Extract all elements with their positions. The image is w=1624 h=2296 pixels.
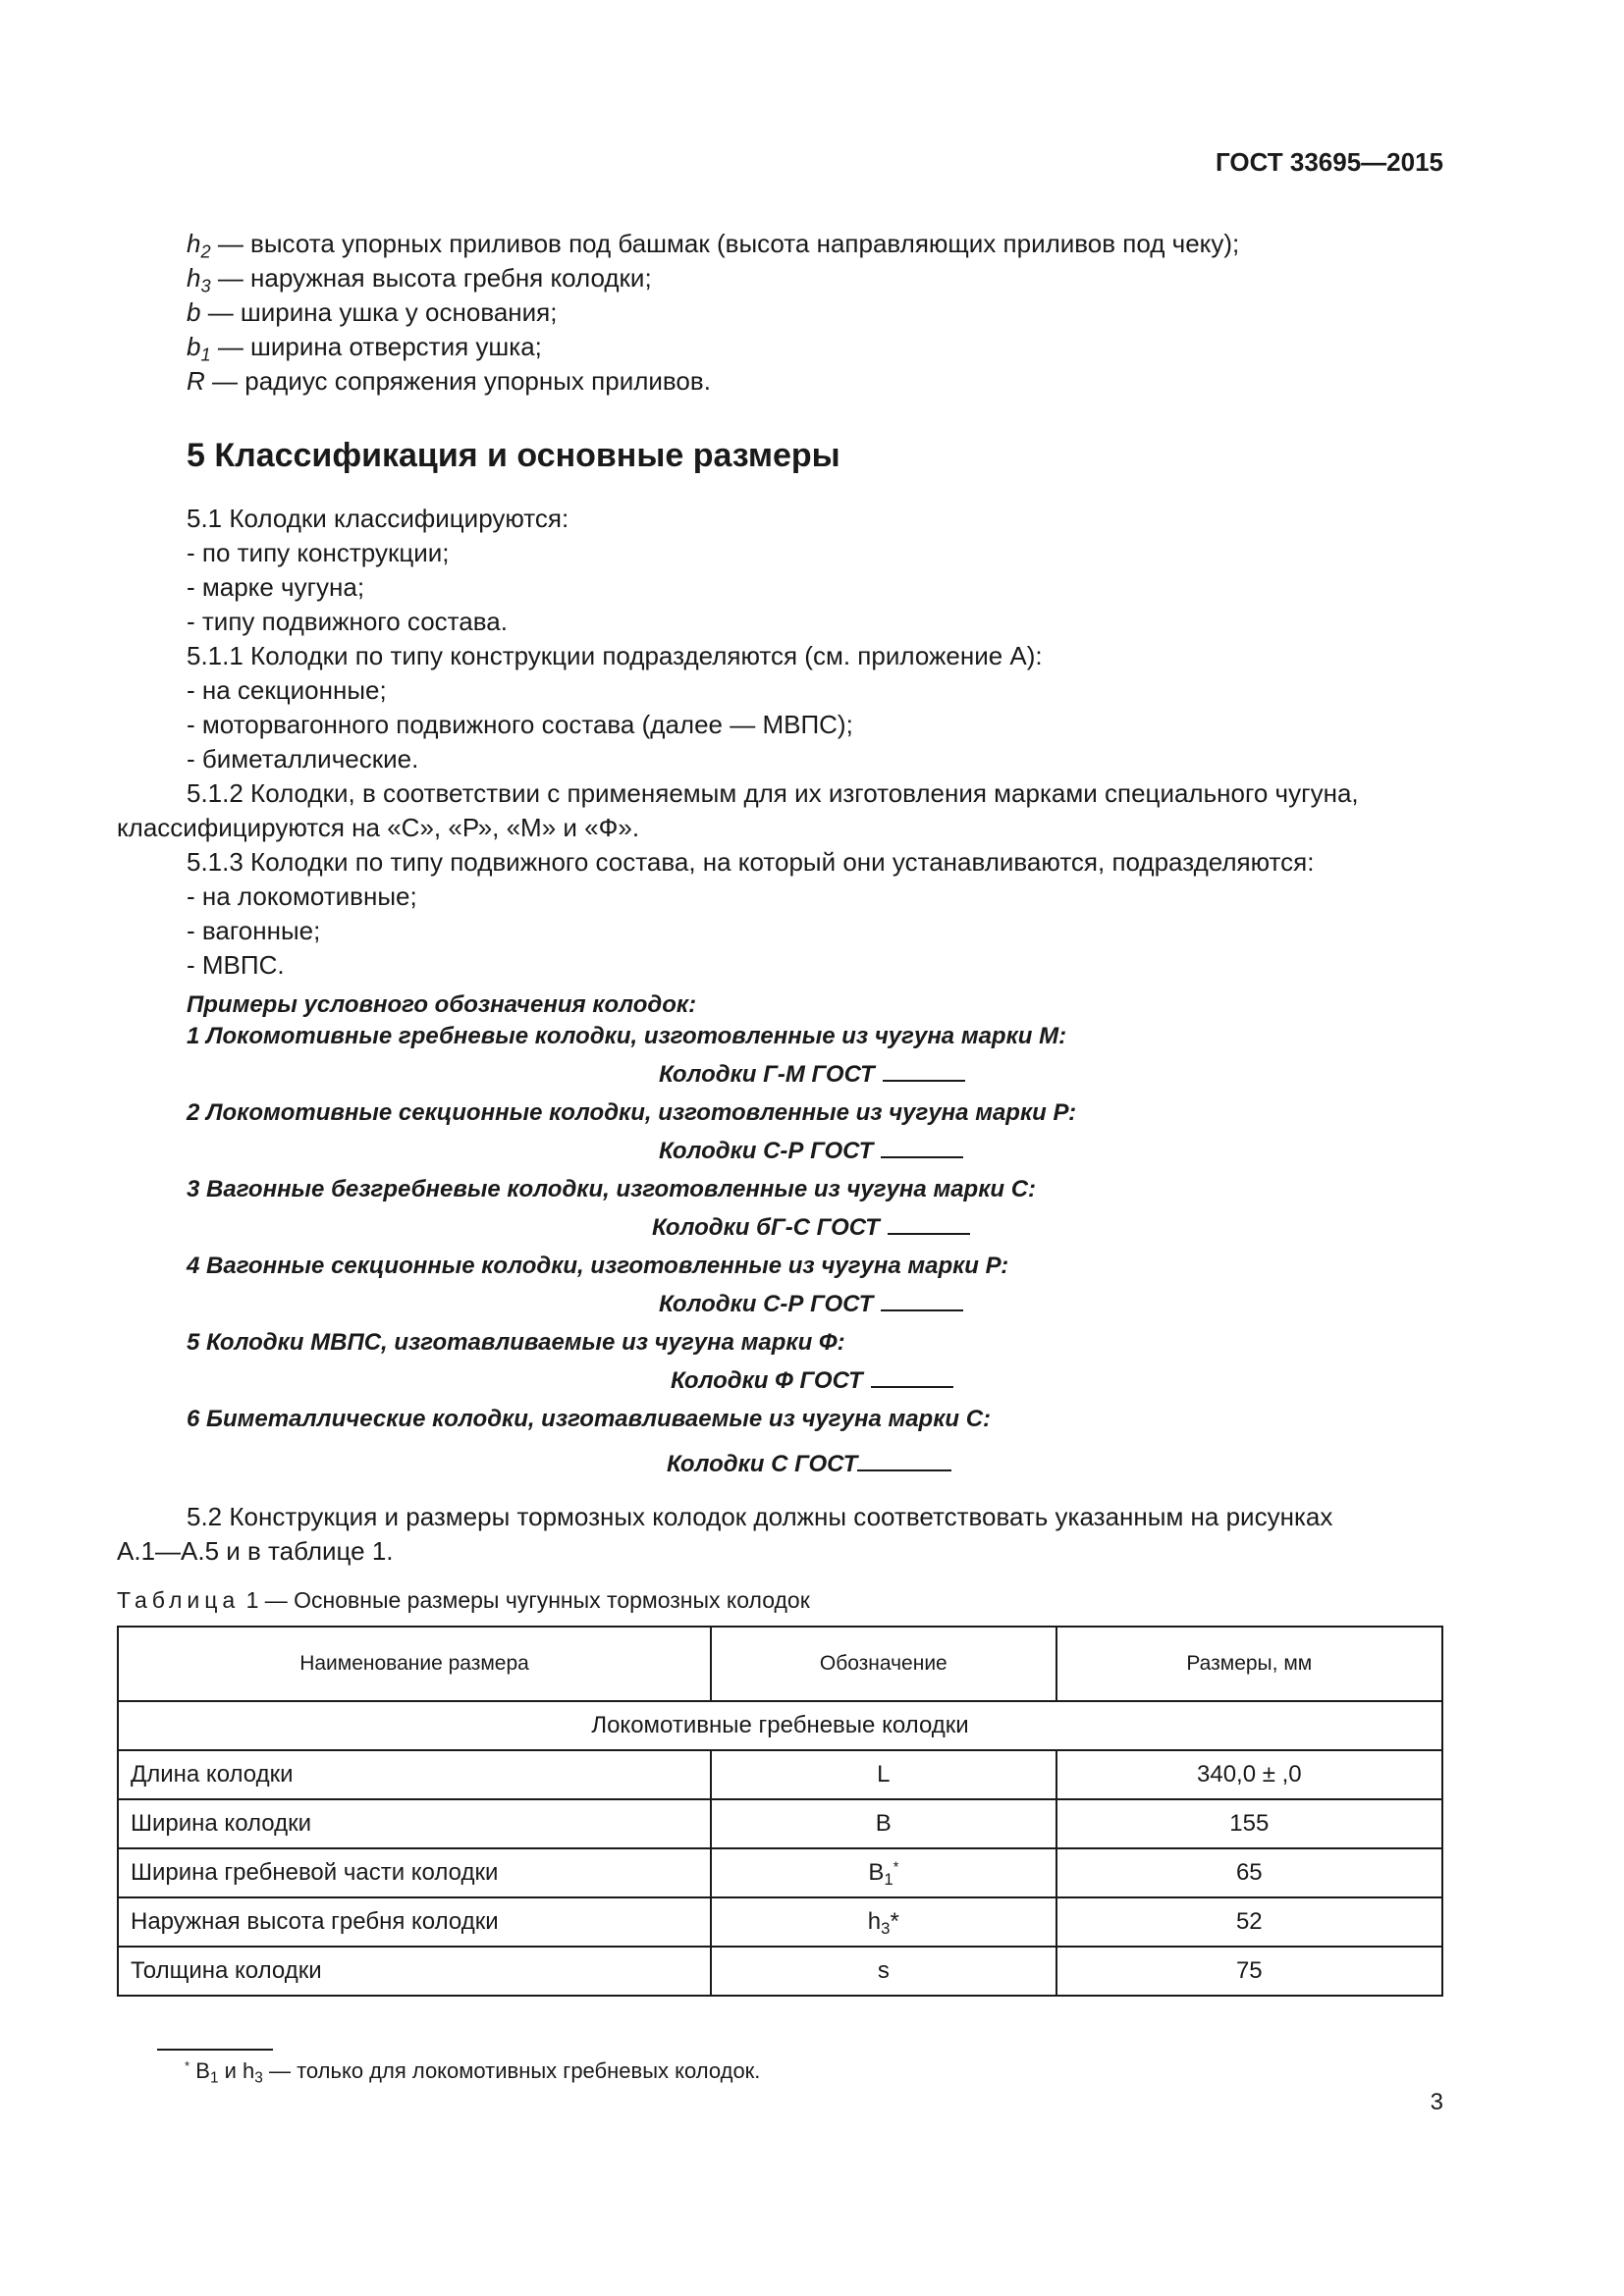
list-item: - моторвагонного подвижного состава (далее — МВПС);	[187, 710, 853, 739]
clause-5-2: 5.2 Конструкция и размеры тормозных колодок должны соответствовать указанным на рисунках	[187, 1502, 1333, 1531]
definition-r: R — радиус сопряжения упорных приливов.	[187, 366, 711, 396]
list-item: - вагонные;	[187, 916, 321, 945]
blank-line	[881, 1288, 963, 1311]
cell-value: 52	[1056, 1897, 1442, 1947]
definition-h2: $h_2$ — высота упорных приливов под башмак (высота направляющих приливов под чеку);	[187, 229, 1240, 262]
example-item: 1 Локомотивные гребневые колодки, изготовленные из чугуна марки М:	[187, 1023, 1067, 1049]
example-item: 3 Вагонные безгребневые колодки, изготовленные из чугуна марки С:	[187, 1176, 1037, 1202]
table-row	[118, 1799, 1442, 1848]
list-item: - на локомотивные;	[187, 881, 417, 911]
definition-b1: $b_1$ — ширина отверстия ушка;	[187, 332, 542, 365]
clause-5-2-cont: А.1—А.5 и в таблице 1.	[117, 1536, 394, 1566]
example-item: 6 Биметаллические колодки, изготавливаемые из чугуна марки С:	[187, 1406, 992, 1432]
blank-line	[857, 1448, 951, 1471]
example-item: 4 Вагонные секционные колодки, изготовленные из чугуна марки Р:	[187, 1253, 1009, 1279]
table-header-row	[118, 1627, 1442, 1701]
column-header-name: Наименование размера	[118, 1627, 711, 1701]
list-item: - типу подвижного состава.	[187, 607, 508, 636]
example-designation: Колодки бГ-С ГОСТ	[652, 1211, 970, 1245]
cell-name: Толщина колодки	[118, 1947, 711, 1996]
table-caption: Таблица 1 — Основные размеры чугунных тормозных колодок	[117, 1587, 810, 1613]
cell-symbol: $B_1^*$	[711, 1848, 1056, 1897]
clause-5-1: 5.1 Колодки классифицируются:	[187, 504, 569, 533]
examples-title: Примеры условного обозначения колодок:	[187, 991, 697, 1018]
example-designation: Колодки С-Р ГОСТ	[659, 1135, 963, 1168]
blank-line	[871, 1364, 953, 1388]
table-row	[118, 1947, 1442, 1996]
cell-name: Длина колодки	[118, 1750, 711, 1799]
footnote: * $B_1$ и $h_3$ — только для локомотивных гребневых колодок.	[185, 2058, 761, 2087]
table-row	[118, 1897, 1442, 1947]
table-row	[118, 1848, 1442, 1897]
clause-5-1-2: 5.1.2 Колодки, в соответствии с применяемым для их изготовления марками специального чугуна,	[187, 778, 1359, 808]
table-section-label: Локомотивные гребневые колодки	[118, 1701, 1442, 1750]
cell-symbol: L	[711, 1750, 1056, 1799]
footnote-separator	[157, 2049, 273, 2051]
blank-line	[881, 1135, 963, 1158]
blank-line	[883, 1058, 965, 1082]
cell-value: 155	[1056, 1799, 1442, 1848]
cell-name: Ширина колодки	[118, 1799, 711, 1848]
section-heading: 5 Классификация и основные размеры	[187, 437, 840, 474]
cell-name: Ширина гребневой части колодки	[118, 1848, 711, 1897]
table-row	[118, 1750, 1442, 1799]
clause-5-1-2-cont: классифицируются на «С», «Р», «М» и «Ф».	[117, 813, 640, 842]
cell-name: Наружная высота гребня колодки	[118, 1897, 711, 1947]
list-item: - на секционные;	[187, 675, 387, 705]
list-item: - биметаллические.	[187, 744, 419, 774]
clause-5-1-1: 5.1.1 Колодки по типу конструкции подразделяются (см. приложение А):	[187, 641, 1043, 670]
example-item: 2 Локомотивные секционные колодки, изготовленные из чугуна марки Р:	[187, 1099, 1077, 1126]
example-designation: Колодки Ф ГОСТ	[671, 1364, 953, 1398]
dimensions-table	[117, 1626, 1443, 1997]
document-id: ГОСТ 33695—2015	[1216, 147, 1443, 177]
list-item: - по типу конструкции;	[187, 538, 450, 567]
cell-value: 75	[1056, 1947, 1442, 1996]
blank-line	[888, 1211, 970, 1235]
list-item: - МВПС.	[187, 950, 285, 980]
column-header-symbol: Обозначение	[711, 1627, 1056, 1701]
example-item: 5 Колодки МВПС, изготавливаемые из чугуна марки Ф:	[187, 1329, 845, 1356]
definition-b: b — ширина ушка у основания;	[187, 297, 558, 327]
example-designation: Колодки С ГОСТ	[667, 1448, 951, 1481]
page-number: 3	[1430, 2089, 1443, 2115]
definition-h3: $h_3$ — наружная высота гребня колодки;	[187, 263, 652, 296]
cell-value: 65	[1056, 1848, 1442, 1897]
cell-symbol: s	[711, 1947, 1056, 1996]
cell-symbol: B	[711, 1799, 1056, 1848]
table-section-row	[118, 1701, 1442, 1750]
list-item: - марке чугуна;	[187, 572, 365, 602]
column-header-size: Размеры, мм	[1056, 1627, 1442, 1701]
clause-5-1-3: 5.1.3 Колодки по типу подвижного состава, на который они устанавливаются, подразделяются:	[187, 847, 1315, 877]
cell-symbol: $h_3*$	[711, 1897, 1056, 1947]
example-designation: Колодки Г-М ГОСТ	[659, 1058, 965, 1092]
cell-value: 340,0 ± ,0	[1056, 1750, 1442, 1799]
example-designation: Колодки С-Р ГОСТ	[659, 1288, 963, 1321]
